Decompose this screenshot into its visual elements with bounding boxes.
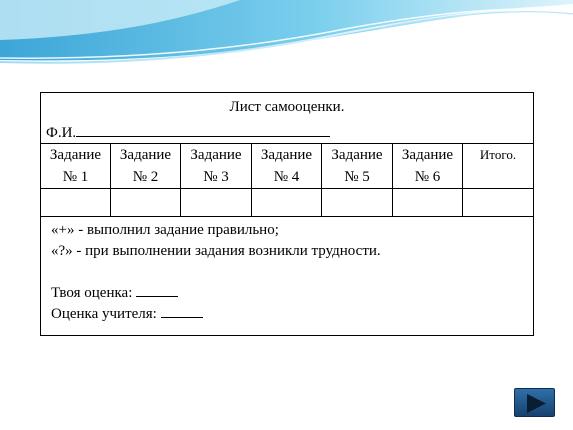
name-label: Ф.И.: [46, 125, 77, 141]
task-header-label: Задание: [119, 147, 172, 163]
task-score-cell-1: [41, 189, 111, 217]
task-score-cell-2: [111, 189, 181, 217]
task-header-number: № 3: [203, 169, 229, 185]
task-header-6: [393, 144, 463, 189]
task-header-1: [41, 144, 111, 189]
task-header-number: № 2: [132, 169, 159, 185]
task-header-number: № 4: [273, 169, 300, 185]
legend-question: «?» - при выполнении задания возникли трудности.: [51, 243, 381, 259]
task-header-number: № 5: [344, 169, 370, 185]
total-score-cell: [463, 189, 534, 217]
your-grade-label: Твоя оценка:: [51, 285, 133, 301]
task-header-2: [111, 144, 181, 189]
task-header-5: [322, 144, 393, 189]
teacher-grade-row: [51, 304, 533, 325]
task-header-number: № 6: [414, 169, 441, 185]
sheet-title: Лист самооценки.: [229, 99, 345, 115]
task-score-cell-6: [393, 189, 463, 217]
total-header: Итого.: [463, 144, 534, 189]
legend-cell: [41, 217, 534, 336]
task-header-3: [181, 144, 252, 189]
name-blank-line: [76, 122, 330, 137]
play-arrow-icon: [515, 389, 556, 418]
name-field-row: [46, 122, 533, 142]
legend-spacer: [46, 262, 533, 283]
task-header-4: [252, 144, 322, 189]
your-grade-row: [51, 283, 533, 304]
your-grade-blank: [136, 283, 178, 297]
task-header-label: Задание: [260, 147, 313, 163]
task-header-number: № 1: [62, 169, 89, 185]
legend-plus: «+» - выполнил задание правильно;: [51, 222, 279, 238]
next-slide-button[interactable]: [514, 388, 555, 417]
task-score-cell-4: [252, 189, 322, 217]
teacher-grade-blank: [161, 304, 203, 318]
task-header-label: Задание: [401, 147, 454, 163]
teacher-grade-label: Оценка учителя:: [51, 306, 157, 322]
task-score-cell-5: [322, 189, 393, 217]
task-header-label: Задание: [49, 147, 102, 163]
self-assessment-table: [40, 92, 534, 336]
task-header-label: Задание: [190, 147, 242, 163]
task-header-label: Задание: [331, 147, 383, 163]
task-score-cell-3: [181, 189, 252, 217]
header-cell: [41, 93, 534, 144]
decorative-wave-header: [0, 0, 573, 80]
